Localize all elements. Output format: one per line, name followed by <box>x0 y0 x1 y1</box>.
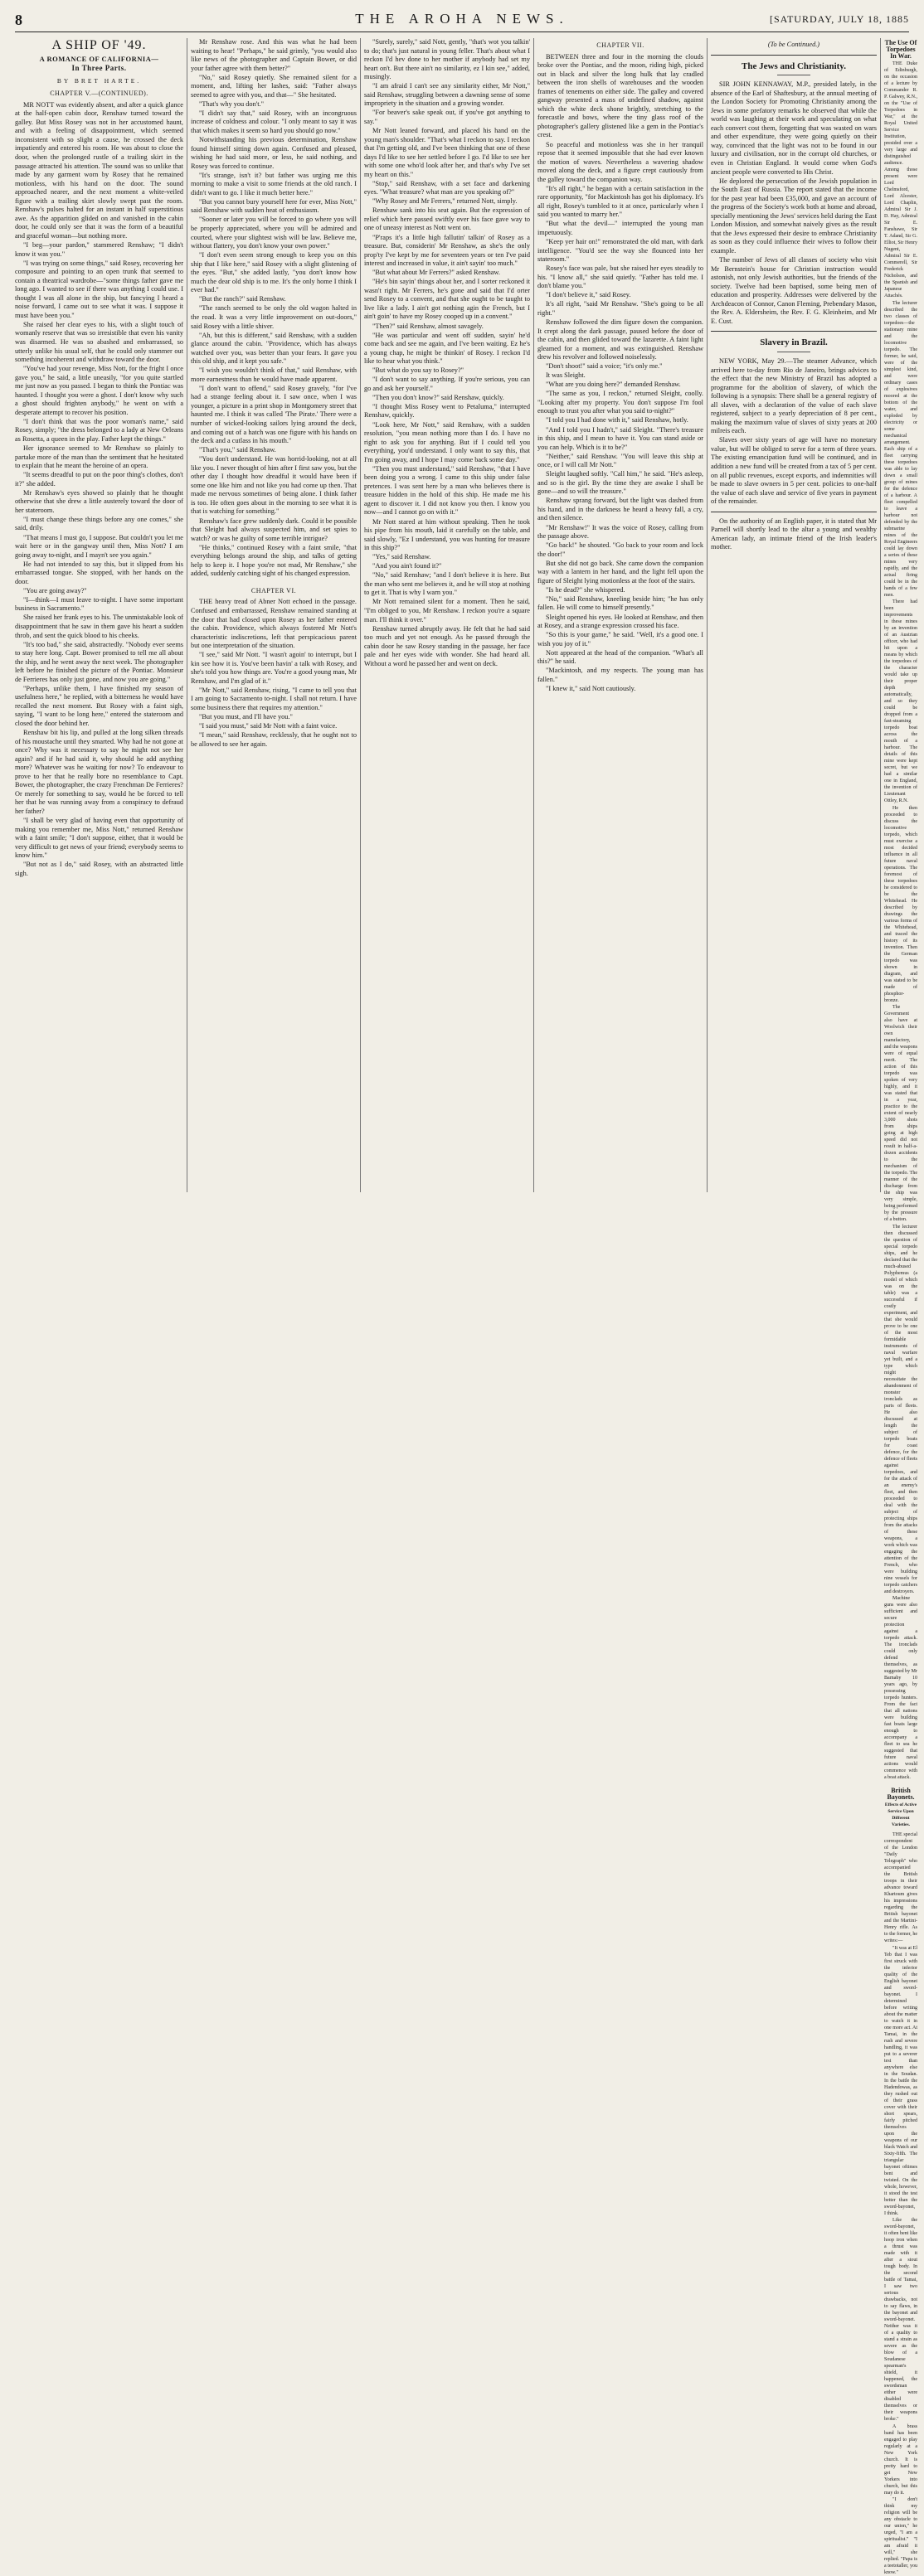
paragraph: There had been improvements in these mines by an invention of an Austrian officer, who had hit upon a means by which the torpedoes of the character would take up their proper depth automatically, and so they could be dropped from a fast-steaming torpedo boat across the mouth of a harbour. The details of this mine were kept secret, but we had a similar one in England, the invention of Lieutenant Ottley, R.N. <box>884 599 917 803</box>
paragraph: "That's you," said Renshaw. <box>199 446 276 454</box>
paragraph: BETWEEN three and four in the morning the clouds broke over the Pontiac, and the moon, riding high, picked out in black and silver the long hulk that lay cradled between the iron shells of warehouses and the wooden frames of tenements on either side. The galley and covered gangway presented a mass of undefined shadow, against which the white deck shone brightly, stretching to the forecastle and bows, where the tiny glass roof of the photographer's gallery glistened like a gem in the Pontiac's crest. <box>537 52 703 139</box>
paragraph: She raised her clear eyes to his, with a slight touch of womanly reserve that was so irresistible that even his vanity was disarmed. He was so abashed and embarrassed, so utterly unlike his usual self, that he could only stammer out something incoherent and withdraw toward the door. <box>15 320 183 364</box>
paragraph: "But what the devil—" interrupted the young man impetuously. <box>537 220 703 236</box>
paragraph: "It's all right," he began with a certain satisfaction in the rare opportunity, "for Mackintosh has got his diplomacy. It's all right, Rosey's tumbled to it at once, particularly when I said you wanted to marry her." <box>537 184 703 219</box>
paragraph: "Look here, Mr Nott," said Renshaw, with a sudden resolution, "you mean nothing more than I do. I have no right to ask you for anything. But if I could tell you everything, you'd understand. I only want to say this, that I'm going away, and I hope I may come back some day." <box>364 420 530 463</box>
paragraph: Mr Nott leaned forward, and placed his hand on the young man's shoulder. "That's what I reckon to say. I reckon that I'm getting old, and I've been thinking that one of these days I'd like to see her settled before I go. I'd like to see her with some one who'd look after her, and that's why I've set my heart on this." <box>364 126 530 178</box>
paragraph: Sleight laughed softly. "Call him," he said. "He's asleep, and so is the girl. By the time they are awake I shall be gone—and so will the treasure." <box>537 470 703 496</box>
article-title: The Jews and Christianity. <box>742 61 846 71</box>
paragraph: THE Duke of Edinburgh, on the occasion of a lecture by Commander R. P. Galwey, R.N., on the "Use of Torpedoes in War," at the Royal United Service Institution, presided over a very large and distinguished audience. Among those present were Lord Chelmsford, Lord Alcester, Lord Chaplin, Admiral Sir J. D. Hay, Admiral Sir E. Fanshawe, Sir T. Adand, Sir G. Elliot, Sir Henry Nugent, Admiral Sir E. Commerell, Sir Frederick Nicholson, and the Spanish and Japanese Attachés. <box>884 61 917 298</box>
page-number: 8 <box>15 12 22 28</box>
paragraph: "No," said Rosey quietly. She remained silent for a moment, and, lifting her lashes, said: "Father always seemed to agree with you, and that—" She hesitated. <box>191 73 357 99</box>
masthead <box>15 10 909 32</box>
paragraph: "I told you I had done with it," said Renshaw, hotly. <box>546 416 688 424</box>
paragraph: "It seems dreadful to put on the poor thing's clothes, don't it?" she added. <box>15 471 183 488</box>
paragraph: "Mackintosh, and my respects. The young man has fallen." <box>537 667 703 683</box>
chapter-heading: CHAPTER VII. <box>596 41 644 49</box>
paragraph: He deplored the persecution of the Jewish population in the South East of Russia. The report stated that the income for the past year had been £35,000, and gave an account of the progress of the Society's work both at home and abroad, specially mentioning the Jews' services held during the East London Mission, and somewhat naively gives as the result that the Jews expressed their desire to embrace Christianity as soon as they could influence their wives to follow their example. <box>711 177 877 255</box>
section-divider <box>711 55 877 56</box>
paragraph: "I mean," said Renshaw, recklessly, that he ought not to be allowed to see her again. <box>191 731 357 748</box>
paragraph: "No," said Renshaw; "and I don't believe it is here. But the man who sent me believes it, and he will stop at nothing to get it. That is why I warn you." <box>364 571 530 597</box>
paragraph: Notwithstanding his previous determination, Renshaw found himself sitting down again. Confused and pleased, wishing he had said more, or less, he said nothing, and Rosey was forced to continue. <box>191 136 357 170</box>
story-subtitle: A ROMANCE OF CALIFORNIA— <box>39 54 159 63</box>
paragraph: "But what about Mr Ferrers?" asked Renshaw. <box>372 269 500 277</box>
paragraph: "But the ranch?" said Renshaw. <box>199 295 286 303</box>
paragraph: "Yes," said Renshaw. <box>372 553 431 561</box>
paragraph: It was Sleight. <box>546 371 586 380</box>
paragraph: MR NOTT was evidently absent, and after a quick glance at the half-open cabin door, Renshaw turned toward the galley. But Miss Rosey was not in her accustomed haunt, and with a feeling of disappointment, which seemed inconsistent with so slight a cause, he crossed the deck impatiently and entered his room. He was about to close the door, when the prolonged rustle of a trailing skirt in the passage attracted his attention. The sound was so unlike that made by any garment worn by Rosey that he remained motionless, with his hand on the door. The sound approached nearer, and the next moment a white-veiled figure with a trailing skirt slowly swept past the room. Renshaw's pulses halted for an instant in half superstitious awe. As the apparition glided on and vanished in the cabin door, he could only see that it was the form of a beautiful and graceful woman—but nothing more. <box>15 100 183 240</box>
to-be-continued: (To be Continued.) <box>767 41 820 48</box>
paragraph: "That's why you don't." <box>199 99 264 108</box>
paragraph: She raised her frank eyes to his. The unmistakable look of disappointment that he saw in them gave his heart a sudden throb, and sent the quick blood to his cheeks. <box>15 614 183 639</box>
paragraph: Sleight opened his eyes. He looked at Renshaw, and then at Rosey, and a strange expression crossed his face. <box>537 613 703 630</box>
paragraph: "For beaver's sake speak out, if you've got anything to say." <box>364 109 530 125</box>
paragraph: Mr Renshaw's eyes showed so plainly that he thought otherwise that she drew a little austerely toward the door of her stateroom. <box>15 488 183 514</box>
paragraph: Mr Nott remained silent for a moment. Then he said, "I'm obliged to you, Mr Renshaw. I reckon you're a square man. I'll think it over." <box>364 598 530 623</box>
paragraph: "Then you don't know?" said Renshaw, quickly. <box>372 393 504 401</box>
article-title: The Use Of Torpedoes In War. <box>884 39 917 60</box>
paragraph: The lecturer then discussed the question of special torpedo ships, and he declared that the much-abused Polyphemus (a model of which was on the table) was a successful if costly experiment, and that she would prove to be one of the most formidable instruments of naval warfare yet built, and a type which might necessitate the abandonment of monster ironclads as parts of fleets. He also discussed at length the subject of torpedo boats for coast defence, for the defence of fleets against torpedoes, and for the attack of an enemy's fleet, and then proceeded to deal with the subject of protecting ships from the attacks of these weapons, a work which was engaging the attention of the French, who were building nine vessels for torpedo catchers and destroyers. <box>884 1224 917 1594</box>
story-title: A SHIP OF '49. <box>51 38 147 52</box>
paragraph: "Then?" said Renshaw, almost savagely. <box>372 322 484 330</box>
chapter-heading: CHAPTER V.—(CONTINUED). <box>50 90 148 98</box>
paragraph: "But you must, and I'll have you." <box>199 713 293 721</box>
column-4 <box>537 38 703 1192</box>
paragraph: "He was particular and went off sudden, sayin' he'd come back and see me again, and I've been waiting. Ez he's a young chap, he might be thinkin' of Rosey. I reckon I'd like to hear what you think." <box>364 331 530 366</box>
paragraph: Slaves over sixty years of age will have no monetary value, but will be obliged to serve for a term of three years. The existing emancipation fund will be continued, and in addition a new fund will be created from a tax of 5 per cent. on all public revenues, except exports, and indemnities will be made to slave owners in 5 per cent. policies to one-half the value of each slave and service of five years in payment of the remainder. <box>711 436 877 506</box>
paragraph: "I didn't say that," said Rosey, with an incongruous increase of coldness and colour. "I only meant to say it was that which makes it seem so hard you should go now." <box>191 109 357 134</box>
paragraph: Machine guns were also sufficient and secure protection against a torpedo attack. The ironclads could only defend themselves, as suggested by Mr Barnaby 10 years ago, by possessing torpedo hunters. From the fact that all nations were building fast boats large enough to accompany a fleet to sea he suggested that future naval actions would commence with a boat attack. <box>884 1596 917 1780</box>
paragraph: Rosey's face was pale, but she raised her eyes steadily to his. "I know all," she said quietly. "Father has told me. I don't blame you." <box>537 264 703 290</box>
paragraph: "But not as I do," said Rosey, with an abstracted little sigh. <box>15 861 183 877</box>
paragraph: "It was at El Teb that I was first struck with the inferior quality of the English bayonet and sword-bayonet. I determined before writing about the matter to watch it in one more act. At Tamai, in the rush and severe handling, it was put to a severer test than anywhere else in the Soudan. In the battle the Hadendowas, as they rushed out of their grass cover with their short spears, fairly pitched themselves upon the weapons of our black Watch and Sixty-fifth. The triangular bayonet oftimes bent and twisted. On the whole, however, it stood the test better than the sword-bayonet, I think. <box>884 1945 917 2216</box>
paragraph: THE heavy tread of Abner Nott echoed in the passage. Confused and embarrassed, Renshaw remained standing at the door that had closed upon Rosey as her father entered the cabin. Providence, which always fostered Mr Nott's characteristic indiscretions, left that perspicacious parent but one interpretation of the situation. <box>191 598 357 650</box>
column-6 <box>884 38 917 2575</box>
paragraph: It's all right, "said Mr Renshaw. "She's going to be all right." <box>537 300 703 317</box>
paragraph: "P'raps it's a little high fallutin' talkin' of Rosey as a treasure. But, considerin' Mr Renshaw, as she's the only prop'ty I've kept by me for seventeen years or ten I've paid interest and increased in value, it ain't sayin' too much." <box>364 233 530 268</box>
column-1 <box>15 38 183 1192</box>
article-title: Slavery in Brazil. <box>760 337 828 348</box>
paragraph: "Mr Nott," said Renshaw, rising, "I came to tell you that I am going to Sacramento to-night. I shall not return. I have some business there that requires my attention." <box>191 686 357 711</box>
paragraph: "But what do you say to Rosey?" <box>372 366 464 375</box>
paragraph: He had not intended to say this, but it slipped from his embarrassed tongue. She stopped, with her hands on the door. <box>15 560 183 585</box>
paragraph: "I shall be very glad of having even that opportunity of making you remember me, Miss Nott," returned Renshaw with a faint smile; "I don't suppose, either, that it would be very difficult to get news of your friend; everybody seems to know him." <box>15 817 183 860</box>
article-subtitle: Effects of Active Service Upon Different Varieties. <box>884 1802 917 1827</box>
paragraph: "I don't even seem strong enough to keep you on this ship that I like here," said Rosey with a slight glistening of the eyes. "But," she added lastly, "you don't know how much the dear old ship is to me. It's the only home I think I ever had." <box>191 251 357 294</box>
paragraph: The number of Jews of all classes of society who visit Mr Bernstein's house for Christian instruction would astonish, not only Jewish authorities, but the friends of the society. Twelve had been baptised, some being men of education and prosperity. Addresses were delivered by the Archdeacon of Connor, Canon Fleming, Prebendary Mason, the Rev. A. Eldersheim, the Rev. F. G. Kleinheim, and Mr E. Cust. <box>711 256 877 325</box>
paragraph: "The same as you, I reckon," returned Sleight, coolly. "Looking after my property. You don't suppose I'm fool enough to trust you after what you said to-night?" <box>537 390 703 415</box>
paragraph: "He thinks," continued Rosey with a faint smile, "that everything belongs around the ship, and talks of getting help to keep it. I hope you're not mad, Mr Renshaw," she added, suddenly catching sight of his changed expression. <box>191 543 357 578</box>
newspaper-title: THE AROHA NEWS. <box>355 11 569 27</box>
paragraph: Like the sword-bayonet, it often bent like hoop iron when a thrust was made with it after a stout tough body. In the second battle of Tamai, I saw two serious drawbacks, not to say flaws, in the bayonet and sword-bayonet. Neither was it of a quality to stand a strain as severe as the blow of a Soudanese spearman's shield, it happened, the swordsman either were disabled themselves or their weapons broke." <box>884 2218 917 2422</box>
paragraph: "You are going away?" <box>23 586 87 594</box>
paragraph: "You've had your revenge, Miss Nott, for the fright I once gave you," he said, a little uneasily, "for you quite startled me just now as you passed. I began to think the Pontiac was haunted. I thought you were a ghost. I don't know why such a ghost should frighten anybody," he went on with a desperate attempt to recover his position. <box>15 365 183 416</box>
paragraph: Renshaw sprang forward, but the light was dashed from his hand, and in the darkness he heard a heavy fall, a cry, and then silence. <box>537 497 703 522</box>
paragraph: "You don't understand. He was horrid-looking, not at all like you. I never thought of him after I first saw you, but the other day I thought how dreadful it would have been if some one like him and not like you had come up then. That made me nervous sometimes of being alone. I think father is too. He often goes about in the morning to see what it is that is watching for something." <box>191 455 357 516</box>
paragraph: "I don't want to offend," said Rosey gravely, "for I've had a strange feeling about it. I saw once, when I was younger, a picture in a print shop in Montgomery street that haunted me. I think it was called 'The Pirate.' There were a number of wicked-looking sailors lying around the deck, and coming out of a hatch was one figure with his hands on the deck and a cutlass in his mouth." <box>191 384 357 445</box>
paragraph: "I beg—your pardon," stammered Renshaw; "I didn't know it was you." <box>15 240 183 258</box>
paragraph: "Mr Renshaw!" It was the voice of Rosey, calling from the passage above. <box>537 523 703 541</box>
paragraph: On the authority of an English paper, it is stated that Mr Parnell will shortly lead to the altar a young and wealthy American lady, an intimate friend of the Irish leader's mother. <box>711 517 877 551</box>
paragraph: "Perhaps, unlike them, I have finished my season of usefulness here," he replied, with a bitterness he would have recalled the next moment. But Rosey with a faint sigh, saying, "I want to be long here," entered the stateroom and closed the door behind her. <box>15 684 183 728</box>
paragraph: "I must change these things before any one comes," she said, drily. <box>15 515 183 532</box>
paragraph: "Is he dead?" she whispered. <box>546 585 625 594</box>
paragraph: "I am afraid I can't see any similarity either, Mr Nott," said Renshaw, struggling between a dawning sense of some impropriety in the situation and a growing wonder. <box>364 82 530 108</box>
paragraph: "It's too bad," she said, abstractedly. "Nobody ever seems to stay here long. Capt. Bower promised to tell me all about the ship, and he went away the next week. The photographer left before he finished the picture of the Pontiac. Monsieur de Ferrieres has only just gone, and now you are going." <box>15 640 183 683</box>
paragraph: "It's strange, isn't it? but father was urging me this morning to make a visit to some friends at the old ranch. I didn't want to go. I like it much better here." <box>191 171 357 196</box>
paragraph: "Ah, but this is different," said Renshaw, with a sudden glance around the cabin. "Providence, which has always watched over you, was better than your fears. It gave you this old ship, and it kept you safe." <box>191 331 357 366</box>
paragraph: "I don't believe it," said Rosey. <box>546 291 631 299</box>
column-rule <box>533 38 534 1192</box>
column-3 <box>364 38 530 1192</box>
paragraph: The Government also have at Woolwich their own manufactory, and the weapons were of equal merit. The action of this torpedo was spoken of very highly, and it was stated that in a year, practice to the extent of nearly 3,000 shots from ships going at high speed did not result in half-a-dozen accidents to the mechanism of the torpedo. The manner of the discharge from the ship was very simple, being performed by the pressure of a button. <box>884 1005 917 1222</box>
paragraph: Nott appeared at the head of the companion. "What's all this?" he said. <box>537 648 703 666</box>
column-2 <box>191 38 357 1192</box>
paragraph: "And you ain't found it?" <box>372 562 442 570</box>
paragraph: SIR JOHN KENNAWAY, M.P., presided lately, in the absence of the Earl of Shaftesbury, at the annual meeting of the London Society for Promoting Christianity among the Jews in some prefatory remarks he observed that while the world was laughing at their work and speculating on what each convert cost them, forgetting that was wasted on wars and other expenditure, they were going quietly on their way, convinced that the light was not to be found in our luxury and civilisation, nor in the corrupt old churches, or even in Christian England. It would come when God's ancient people were converted to His Christ. <box>711 80 877 176</box>
paragraph: NEW YORK, May 29.—The steamer Advance, which arrived here to-day from Rio de Janeiro, brings advices to the effect that the new Ministry of Brazil has adopted a programme for the abolition of slavery, of which the following is a synopsis: There shall be a general registry of all slaves, with a declaration of the value of each slave registered, subject to a yearly depreciation of 8 per cent., making the maximum value of slaves of sixty years at 200 milreis each. <box>711 357 877 435</box>
paragraph: "He's bin sayin' things about her, and I sorter reckoned it wasn't right. Mr Ferrers, he's gone and said that I'd orter send Rosey to a convent, and that she ought to be taught to live like a lady. I ain't got nothing agin the French, but I ain't goin' to have my Rosey cooped up in a convent." <box>364 278 530 321</box>
paragraph: But she did not go back. She came down the companion way with a lantern in her hand, and the light fell upon the figure of Sleight lying motionless at the foot of the stairs. <box>537 559 703 585</box>
paragraph: Renshaw's face grew suddenly dark. Could it be possible that Sleight had always suspected him, and set spies to watch? or was he guilty of some terrible intrigue? <box>191 517 357 542</box>
column-rule <box>707 38 708 1192</box>
paragraph: Renshaw turned abruptly away. He felt that he had said too much and yet not enough. As he passed through the cabin door he saw Rosey standing in the passage, her face pale and her eyes wide with wonder. She had heard all. Without a word he passed her and went on deck. <box>364 624 530 667</box>
paragraph: "Keep yer hair on!" remonstrated the old man, with dark intelligence. "You'd see the way she flounced into her stateroom." <box>537 238 703 264</box>
paragraph: "The ranch seemed to be only the old wagon halted in the road. It was a very little improvement on out-doors," said Rosey with a little shiver. <box>191 304 357 330</box>
paragraph: "Sooner or later you will be forced to go where you will be properly appreciated, where you will be admired and courted, where your slightest wish will be law. Believe me, without flattery, you don't know your own power." <box>191 216 357 250</box>
paragraph: "And I told you I hadn't," said Sleight. "There's treasure in this ship, and I mean to have it. You can stand aside or you can help. Which is it to be?" <box>537 425 703 451</box>
column-rule <box>360 38 361 1192</box>
paragraph: "So this is your game," he said. "Well, it's a good one. I wish you joy of it." <box>537 631 703 648</box>
paragraph: "I—think—I must leave to-night. I have some important business in Sacramento." <box>15 595 183 613</box>
paragraph: Her ignorance seemed to Mr Renshaw so plainly to partake more of the man than the sentiment that he hesitated to explain that he meant the heroine of an opera. <box>15 444 183 470</box>
paragraph: So peaceful and motionless was she in her tranquil repose that it seemed impossible that she had ever known the motion of waves. Nevertheless a wavering shadow moved along the deck, and a figure crept cautiously from the galley toward the companion way. <box>537 140 703 183</box>
paragraph: "I wish you wouldn't think of that," said Renshaw, with more earnestness than he would have made apparent. <box>191 366 357 383</box>
paragraph: "What are you doing here?" demanded Renshaw. <box>546 381 681 389</box>
paragraph: The lecturer described the two classes of torpedoes—the stationary mine and the locomotive torpedo. The former, he said, were of the simplest kind, and were ordinary cases of explosives moored at the bottom of the water, and exploded by electricity or some mechanical arrangement. Each ship of a fleet carrying these torpedoes was able to lay down a small group of mines for the defence of a harbour. A fleet compelled to leave a harbour not defended by the submarine mines of the Royal Engineers could lay down a series of these mines very rapidly, and the actual firing could be in the hands of a few men. <box>884 300 917 598</box>
paragraph: "I don't think my religion will be any obstacle to our union," he urged, "I am a spiritualist." "I am afraid it will," she replied. "Papa is a teetotaller, you know." <box>884 2497 917 2575</box>
paragraph: "Go back!" he shouted. "Go back to your room and lock the door!" <box>537 541 703 558</box>
column-5 <box>711 38 877 1192</box>
paragraph: THE special correspondent of the London "Daily Telegraph" who accompanied the British troops in their advance toward Khartoum gives his impressions regarding the British bayonet and the Martini-Henry rifle. As to the former, he writes:— <box>884 1832 917 1943</box>
paragraph: "Then you must understand," said Renshaw, "that I have been doing you a wrong. I came to this ship under false pretences. I was sent here by a man who believes there is treasure hidden in the hold of this ship. He made me his agent to discover it. I did not know you then. I know you now—and I cannot go on with it." <box>364 464 530 517</box>
story-subtitle-2: In Three Parts. <box>71 64 127 73</box>
paragraph: "Stop," said Renshaw, with a set face and darkening eyes. "What treasure? what man are you speaking of?" <box>364 179 530 196</box>
paragraph: "Don't shoot!" said a voice; "it's only me." <box>546 362 663 371</box>
paragraph: "But you cannot bury yourself here for ever, Miss Nott," said Renshaw with sudden heat of enthusiasm. <box>191 197 357 215</box>
paragraph: Mr Renshaw rose. And this was what he had been waiting to hear! "Perhaps," he said grimly, "you would also like news of the photographer and Captain Bower, or did your father agree with them better?" <box>191 38 357 72</box>
paragraph: "I said you must," said Mr Nott with a faint voice. <box>199 722 338 730</box>
paragraph: "I knew it," said Nott cautiously. <box>546 684 636 692</box>
article-title: British Bayonets. <box>887 1787 915 1801</box>
paragraph: Renshaw bit his lip, and pulled at the long silken threads of his moustache until they smarted. Why had he not gone at once? Why was it necessary to say he might not see her again? and if he had said it, why should he add anything more? Whatever was he waiting for now? To endeavour to prove to her that he really bore no resemblance to Capt. Bower, the photographer, the crazy Frenchman De Ferrieres? Or merely for something to say, would he be forced to tell her that he was running away from a conspiracy to defraud her father? <box>15 729 183 815</box>
paragraph: "Why Rosey and Mr Ferrers," returned Nott, simply. <box>372 197 518 206</box>
paragraph: "I don't think that was the poor woman's name," said Rosey, simply; "the dress belonged to a lady at New Orleans as Rosetta, a queen in the play. Father kept the things." <box>15 417 183 444</box>
paragraph: "That means I must go, I suppose. But couldn't you let me wait here or in the gangway until then, Miss Nott? I am going away to-night, and I mayn't see you again." <box>15 533 183 559</box>
section-divider <box>711 331 877 332</box>
paragraph: "I see," said Mr Nott. "I wasn't agoin' to interrupt, but I kin see how it is. You've been havin' a talk with Rosey, and she's told you how things are. You're a good young man, Mr Renshaw, and I'm glad of it." <box>191 651 357 685</box>
paragraph: "Neither," said Renshaw. "You will leave this ship at once, or I will call Mr Nott." <box>537 452 703 469</box>
paragraph: He then proceeded to discuss the locomotive torpedo, which must exercise a most decided influence in all future naval operations. The foremost of these torpedoes he considered to be the Whitehead. He described by drawings the various forms of the Whitehead, and traced the history of its invention. Then the German torpedo was shown in diagram, and was stated to be made of phosphor-bronze. <box>884 805 917 1003</box>
paragraph: "I was trying on some things," said Rosey, recovering her composure and pointing to an open trunk that seemed to contain a theatrical wardrobe—"some things father gave me long ago. I wanted to see if there was anything I could use. I thought I was all alone in the ship, but fancying I heard a noise forward, I came out to see what it was. I suppose it must have been you." <box>15 259 183 319</box>
paragraph: Renshaw sank into his seat again. But the expression of relief which here passed swiftly over his face gave way to one of uneasy interest as Nott went on. <box>364 206 530 232</box>
paragraph: "No," said Renshaw, kneeling beside him; "he has only fallen. He will come to himself presently." <box>537 594 703 612</box>
paragraph: "Surely, surely," said Nott, gently, "that's wot you talkin' to do; that's just natural in young feller. That's about what I reckon I'd hev done to her mother if anybody had set my heart on't. But there ain't no similarity, ez I kin see," added, musingly. <box>364 38 530 81</box>
paragraph: "I thought Miss Rosey went to Petaluma," interrupted Renshaw, quickly. <box>364 402 530 420</box>
issue-date: [SATURDAY, JULY 18, 1885 <box>769 13 909 25</box>
paragraph: "I don't want to say anything. If you're serious, you can go and ask her yourself." <box>364 376 530 392</box>
column-rule <box>880 38 881 1192</box>
paragraph: A brass band has been engaged to play regularly at a New York church. It is pretty hard to get New Yorkers into church, but this may do it. <box>884 2423 917 2496</box>
chapter-heading: CHAPTER VI. <box>250 586 297 594</box>
story-byline: BY BRET HARTE. <box>56 76 142 85</box>
paragraph: Renshaw followed the dim figure down the companion. It crept along the dark passage, paused before the door of the cabin, and then glided toward the lazarette. A faint light gleamed for a moment, and was extinguished. Renshaw drew his revolver and followed noiselessly. <box>537 318 703 361</box>
paragraph: Mr Nott stared at him without speaking. Then he took his pipe from his mouth, laid it carefully on the table, and said slowly, "Ez I understand, you was hunting for treasure in this ship?" <box>364 517 530 552</box>
